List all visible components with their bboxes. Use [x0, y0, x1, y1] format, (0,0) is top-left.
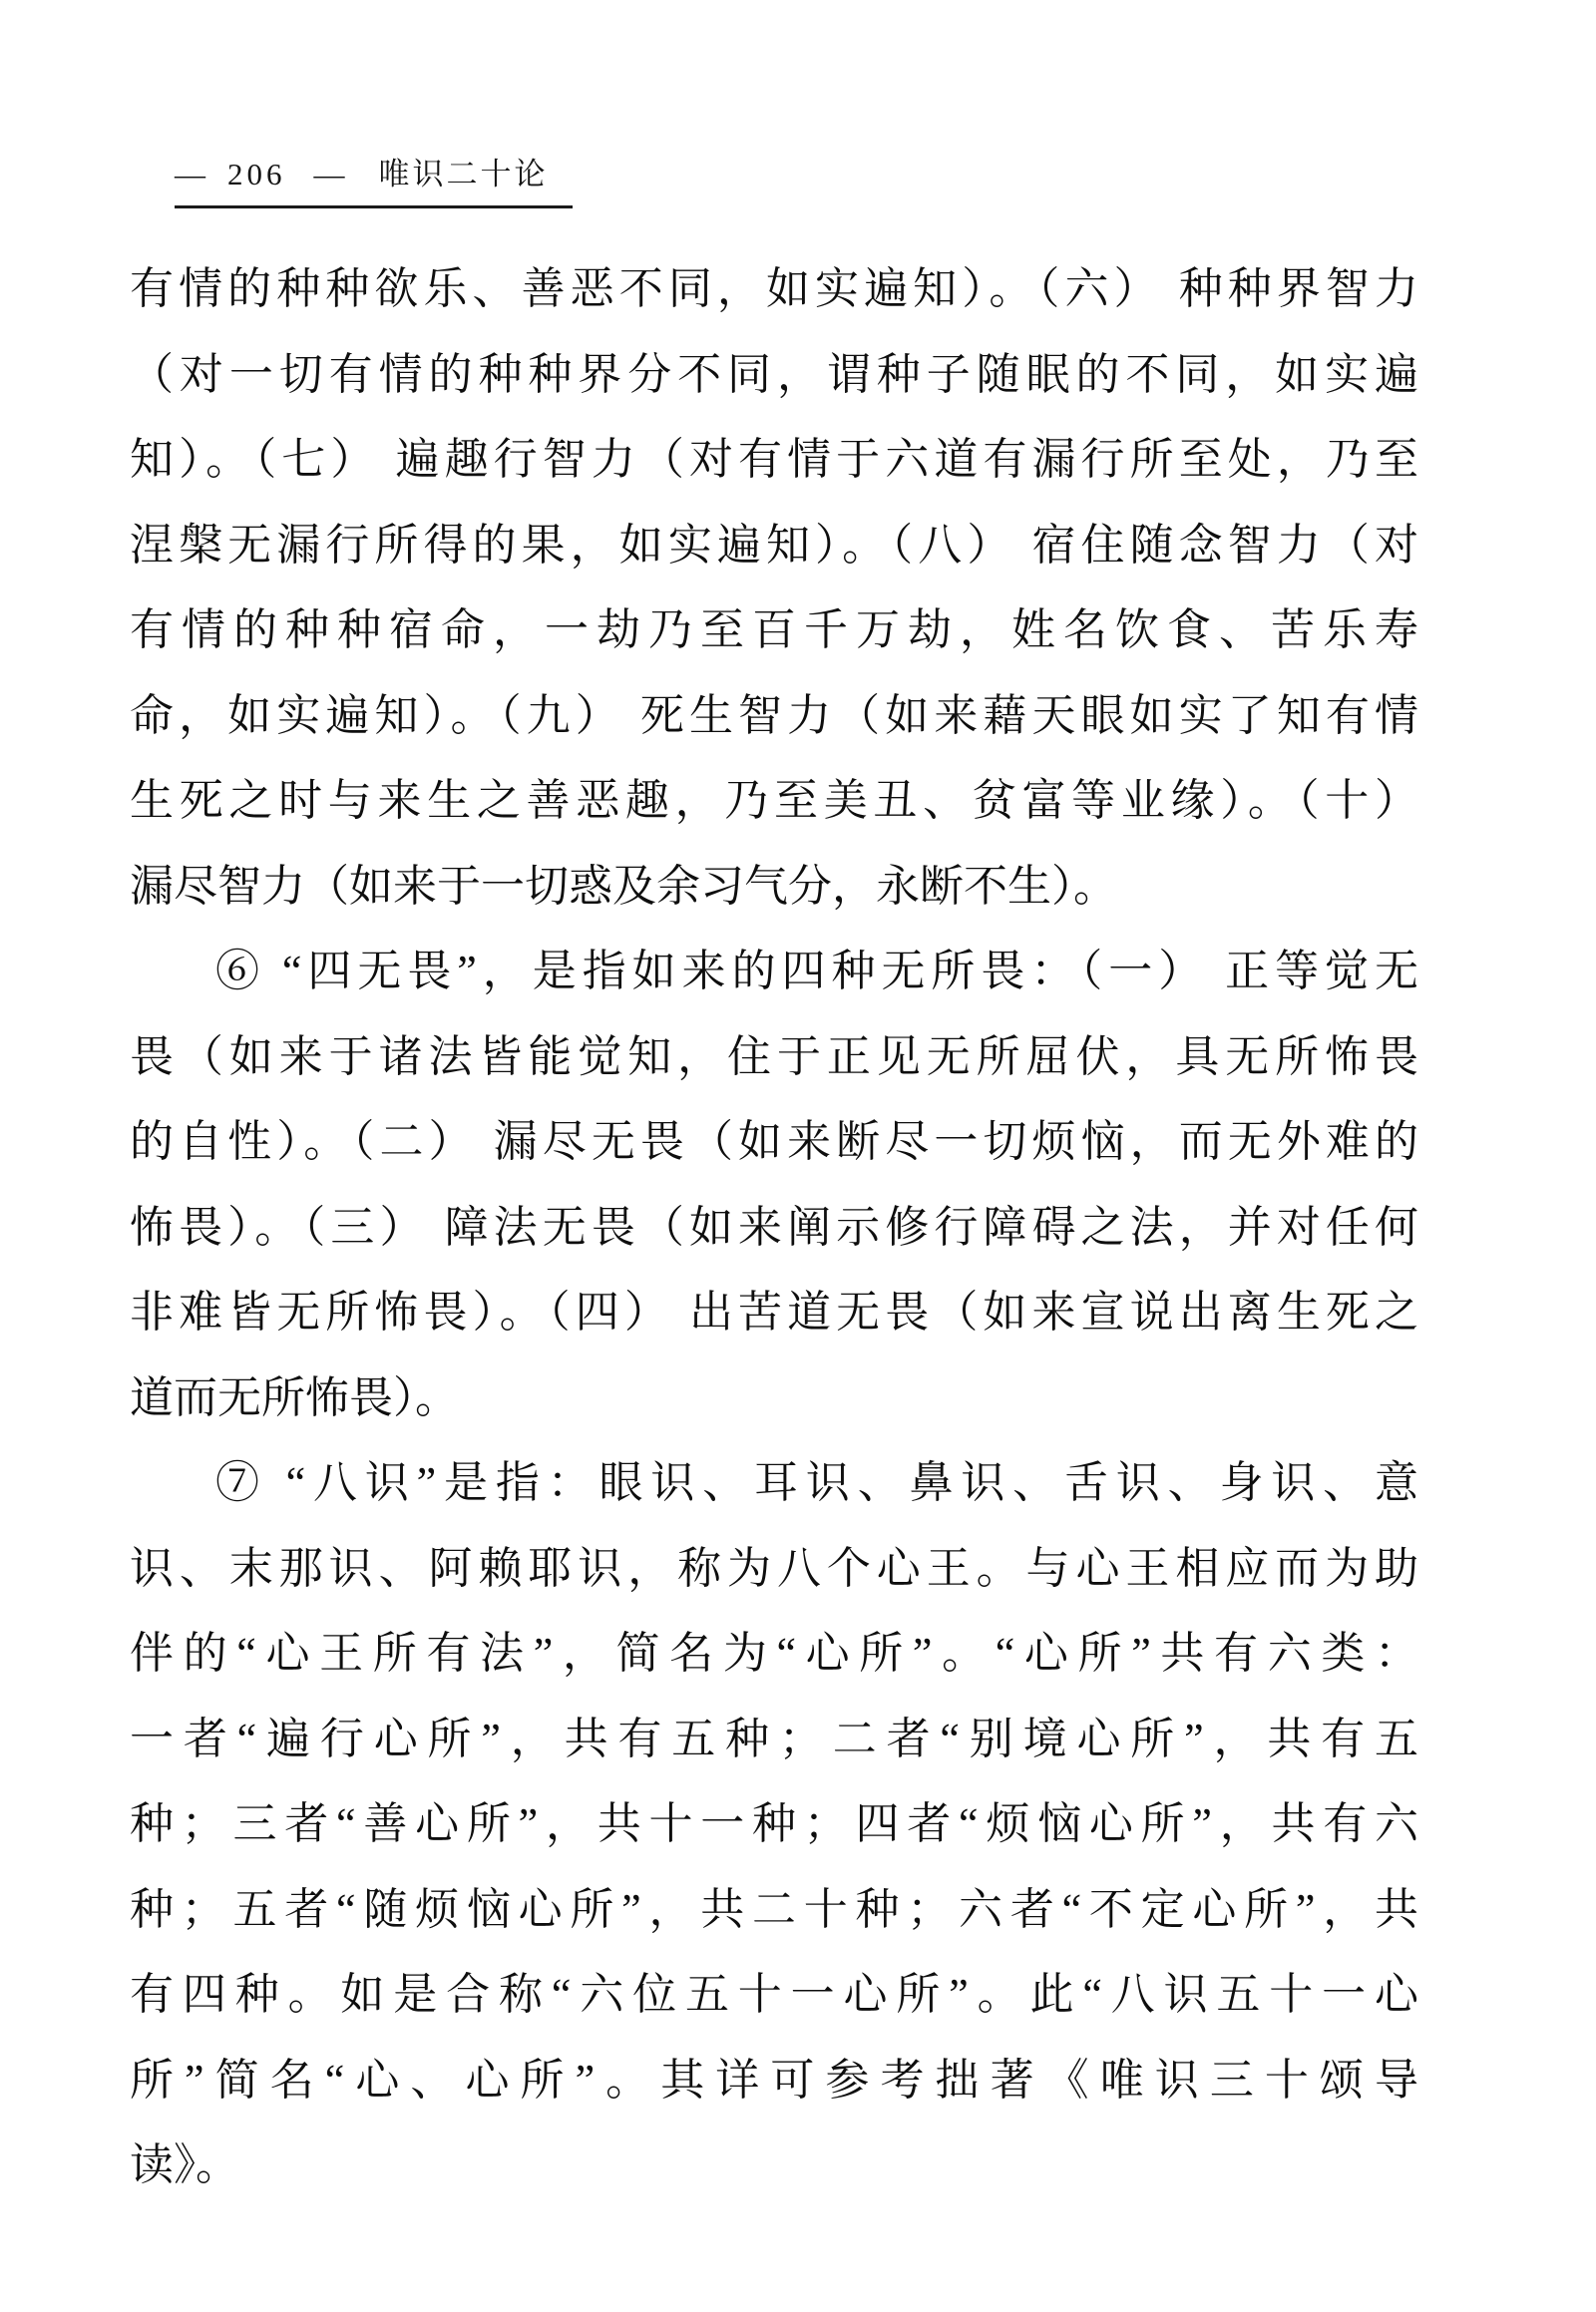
- text-line: （对一切有情的种种界分不同，谓种子随眠的不同，如实遍: [130, 349, 1418, 399]
- text-line: 所”简名“心、心所”。其详可参考拙著《唯识三十颂导: [130, 2055, 1418, 2105]
- text-line: ⑦ “八识”是指：眼识、耳识、鼻识、舌识、身识、意: [215, 1458, 1418, 1507]
- page-body: [130, 246, 1418, 2208]
- text-line: 一者“遍行心所”，共有五种；二者“别境心所”，共有五: [130, 1714, 1418, 1763]
- page-header: [175, 158, 573, 208]
- text-line: 种；五者“随烦恼心所”，共二十种；六者“不定心所”，共: [130, 1884, 1418, 1934]
- text-line: 有情的种种宿命，一劫乃至百千万劫，姓名饮食、苦乐寿: [130, 605, 1418, 654]
- text-line: 生死之时与来生之善恶趣，乃至美丑、贫富等业缘）。（十）: [130, 776, 1418, 825]
- header-dash-left: —: [175, 157, 205, 192]
- text-line: 有四种。如是合称“六位五十一心所”。此“八识五十一心: [130, 1970, 1418, 2019]
- header-dash-right: —: [313, 157, 345, 192]
- text-line: 涅槃无漏行所得的果，如实遍知）。（八） 宿住随念智力（对: [130, 520, 1418, 570]
- text-line: 怖畏）。（三） 障法无畏（如来阐示修行障碍之法，并对任何: [130, 1202, 1418, 1252]
- text-line: 道而无所怖畏）。: [130, 1372, 459, 1422]
- text-line: 有情的种种欲乐、善恶不同，如实遍知）。（六） 种种界智力: [130, 264, 1418, 313]
- text-line: 命，如实遍知）。（九） 死生智力（如来藉天眼如实了知有情: [130, 690, 1418, 740]
- book-title: 唯识二十论: [378, 157, 549, 192]
- page-number: 206: [227, 157, 286, 192]
- text-line: 读》。: [130, 2140, 239, 2189]
- text-line: 种；三者“善心所”，共十一种；四者“烦恼心所”，共有六: [130, 1799, 1418, 1848]
- text-line: 的自性）。（二） 漏尽无畏（如来断尽一切烦恼，而无外难的: [130, 1117, 1418, 1166]
- text-line: 漏尽智力（如来于一切惑及余习气分，永断不生）。: [130, 861, 1117, 911]
- text-line: 畏（如来于诸法皆能觉知，住于正见无所屈伏，具无所怖畏: [130, 1031, 1418, 1081]
- text-line: 伴的“心王所有法”，简名为“心所”。“心所”共有六类：: [130, 1629, 1418, 1678]
- text-line: 知）。（七） 遍趣行智力（对有情于六道有漏行所至处，乃至: [130, 435, 1418, 484]
- text-line: ⑥ “四无畏”，是指如来的四种无所畏：（一） 正等觉无: [215, 947, 1418, 995]
- text-line: 非难皆无所怖畏）。（四） 出苦道无畏（如来宣说出离生死之: [130, 1288, 1418, 1337]
- text-line: 识、末那识、阿赖耶识，称为八个心王。与心王相应而为助: [130, 1543, 1418, 1593]
